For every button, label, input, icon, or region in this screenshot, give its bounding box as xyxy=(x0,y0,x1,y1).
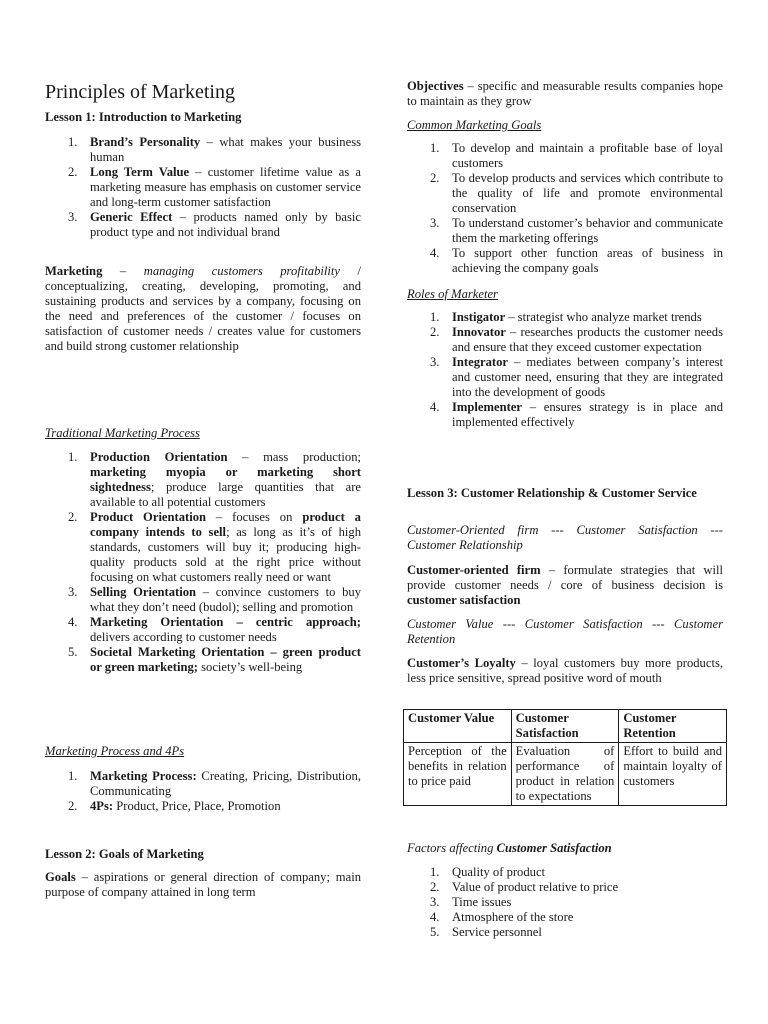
list-item xyxy=(407,910,723,925)
term: Marketing xyxy=(45,264,103,278)
item-text: To understand customer’s behavior and communicate them the marketing offerings xyxy=(452,216,723,245)
item-number: 1. xyxy=(68,769,78,783)
item-number: 4. xyxy=(430,400,440,414)
list-item xyxy=(407,246,723,276)
definition: – mediates between company’s interest and customer need, ensuring that they are integrated into the development of goods xyxy=(452,355,723,399)
item-number: 2. xyxy=(68,799,78,813)
item-number: 3. xyxy=(430,216,440,230)
definition: – what makes your business human xyxy=(90,135,361,164)
term: marketing myopia or marketing short sightedness xyxy=(90,465,361,494)
lesson2-heading: Lesson 2: Goals of Marketing xyxy=(45,847,204,861)
term: Goals xyxy=(45,870,76,884)
item-number: 1. xyxy=(430,141,440,155)
list-item xyxy=(407,880,723,895)
item-number: 5. xyxy=(68,645,78,659)
list-item xyxy=(407,325,723,355)
item-number: 1. xyxy=(68,135,78,149)
table-header: Customer Retention xyxy=(619,710,727,743)
definition: – convince customers to buy what they don’t need (budol); selling and promotion xyxy=(90,585,361,614)
table-cell: Effort to build and maintain loyalty of customers xyxy=(619,743,727,806)
definition: – researches products the customer needs and ensure that they exceed customer expectation xyxy=(452,325,723,354)
common-goals-list xyxy=(407,141,723,276)
customer-table-wrapper xyxy=(403,709,727,806)
term: Brand’s Personality xyxy=(90,135,201,149)
italic-phrase: managing customers profitability xyxy=(143,264,340,278)
item-text: To support other function areas of business in achieving the company goals xyxy=(452,246,723,275)
customer-oriented-firm-definition xyxy=(407,563,723,608)
roles-list xyxy=(407,310,723,430)
roles-heading: Roles of Marketer xyxy=(407,287,498,301)
definition: Creating, Pricing, Distribution, Communicating xyxy=(90,769,361,798)
item-text: Time issues xyxy=(452,895,512,909)
term: Customer’s Loyalty xyxy=(407,656,516,670)
item-text: Service personnel xyxy=(452,925,542,939)
definition: – formulate strategies that will provide customer needs / core of business decision is xyxy=(407,563,723,592)
term: Societal Marketing Orientation – green product or green marketing; xyxy=(90,645,361,674)
item-text: To develop products and services which contribute to the quality of life and promote environmental conservation xyxy=(452,171,723,215)
item-text: Value of product relative to price xyxy=(452,880,619,894)
item-number: 2. xyxy=(68,165,78,179)
definition: – mass production; xyxy=(227,450,361,464)
list-item xyxy=(407,865,723,880)
list-item xyxy=(45,510,361,585)
bold-phrase: customer satisfaction xyxy=(407,593,521,607)
item-text: Quality of product xyxy=(452,865,546,879)
list-item xyxy=(407,141,723,171)
list-item xyxy=(45,769,361,799)
dash: – xyxy=(102,264,144,278)
common-goals-heading: Common Marketing Goals xyxy=(407,118,542,132)
table-cell: Evaluation of performance of product in relation to expectations xyxy=(511,743,619,806)
definition: – customer lifetime value as a marketing measure has emphasis on customer service and long-term customer satisfaction xyxy=(90,165,361,209)
goals-definition xyxy=(45,870,361,900)
definition: ; produce large quantities that are available to all potential customers xyxy=(90,480,361,509)
definition: ; as long as it’s of high standards, customers will buy it; producing high-quality products sold at the right price without focusing on what customers really need or want xyxy=(90,525,361,584)
factors-list xyxy=(407,865,723,940)
lesson3-heading: Lesson 3: Customer Relationship & Customer Service xyxy=(407,486,697,500)
marketing-definition xyxy=(45,264,361,354)
item-number: 1. xyxy=(430,310,440,324)
process4ps-heading: Marketing Process and 4Ps xyxy=(45,744,185,758)
item-number: 4. xyxy=(68,615,78,629)
term: Instigator xyxy=(452,310,506,324)
table-header: Customer Value xyxy=(404,710,512,743)
definition: Product, Price, Place, Promotion xyxy=(113,799,281,813)
item-number: 4. xyxy=(430,910,440,924)
definition: society’s well-being xyxy=(197,660,303,674)
flow-customer-oriented: Customer-Oriented firm --- Customer Satisfaction --- Customer Relationship xyxy=(407,523,723,552)
list-item xyxy=(407,355,723,400)
flow-customer-value: Customer Value --- Customer Satisfaction --- Customer Retention xyxy=(407,617,723,646)
objectives-definition xyxy=(407,79,723,109)
definition: delivers according to customer needs xyxy=(90,630,277,644)
term: Customer-oriented firm xyxy=(407,563,541,577)
term: Objectives xyxy=(407,79,464,93)
list-item xyxy=(45,585,361,615)
list-item xyxy=(407,171,723,216)
definition: – loyal customers buy more products, less price sensitive, spread positive word of mouth xyxy=(407,656,723,685)
definition: – aspirations or general direction of company; main purpose of company attained in long term xyxy=(45,870,361,899)
term: Production Orientation xyxy=(90,450,228,464)
definition: – strategist who analyze market trends xyxy=(505,310,702,324)
list-item xyxy=(407,310,723,325)
list-item xyxy=(407,216,723,246)
item-number: 3. xyxy=(430,355,440,369)
list-item xyxy=(407,400,723,430)
term: Marketing Orientation – centric approach; xyxy=(90,615,361,629)
item-text: Atmosphere of the store xyxy=(452,910,574,924)
term: Implementer xyxy=(452,400,522,414)
list-item xyxy=(45,615,361,645)
lesson1-heading: Lesson 1: Introduction to Marketing xyxy=(45,110,242,124)
item-number: 2. xyxy=(68,510,78,524)
lesson1-list xyxy=(45,135,361,240)
term: Generic Effect xyxy=(90,210,173,224)
customer-table xyxy=(403,709,727,806)
term: Marketing Process: xyxy=(90,769,197,783)
factors-heading xyxy=(407,841,723,856)
list-item xyxy=(45,210,361,240)
list-item xyxy=(45,799,361,814)
page-title: Principles of Marketing xyxy=(45,81,235,103)
table-header-row xyxy=(404,710,727,743)
item-number: 4. xyxy=(430,246,440,260)
process4ps-list xyxy=(45,769,361,814)
heading-bold: Customer Satisfaction xyxy=(496,841,612,855)
item-number: 2. xyxy=(430,880,440,894)
definition: – focuses on xyxy=(206,510,303,524)
item-number: 1. xyxy=(430,865,440,879)
traditional-list xyxy=(45,450,361,675)
traditional-heading: Traditional Marketing Process xyxy=(45,426,200,440)
term: Innovator xyxy=(452,325,506,339)
term: Product Orientation xyxy=(90,510,207,524)
list-item xyxy=(45,450,361,510)
item-number: 3. xyxy=(430,895,440,909)
term: Long Term Value xyxy=(90,165,190,179)
term: Integrator xyxy=(452,355,508,369)
customer-loyalty-definition xyxy=(407,656,723,686)
table-header: Customer Satisfaction xyxy=(511,710,619,743)
table-cell: Perception of the benefits in relation to price paid xyxy=(404,743,512,806)
list-item xyxy=(45,165,361,210)
list-item xyxy=(407,895,723,910)
list-item xyxy=(45,645,361,675)
definition: – ensures strategy is in place and implemented effectively xyxy=(452,400,723,429)
item-text: To develop and maintain a profitable base of loyal customers xyxy=(452,141,723,170)
list-item xyxy=(45,135,361,165)
item-number: 3. xyxy=(68,585,78,599)
item-number: 2. xyxy=(430,171,440,185)
definition: / conceptualizing, creating, developing, promoting, and sustaining products and services by a company, focusing on the need and preferences of the customer / focuses on satisfaction of customer needs / creates value for customers and build strong customer relationship xyxy=(45,264,362,353)
definition: – products named only by basic product type and not individual brand xyxy=(90,210,361,239)
item-number: 2. xyxy=(430,325,440,339)
term: product a company intends to sell xyxy=(90,510,361,539)
term: Selling Orientation xyxy=(90,585,197,599)
list-item xyxy=(407,925,723,940)
term: 4Ps: xyxy=(90,799,114,813)
definition: – specific and measurable results companies hope to maintain as they grow xyxy=(407,79,723,108)
table-row xyxy=(404,743,727,806)
item-number: 1. xyxy=(68,450,78,464)
item-number: 5. xyxy=(430,925,440,939)
item-number: 3. xyxy=(68,210,78,224)
heading-prefix: Factors affecting xyxy=(407,841,497,855)
